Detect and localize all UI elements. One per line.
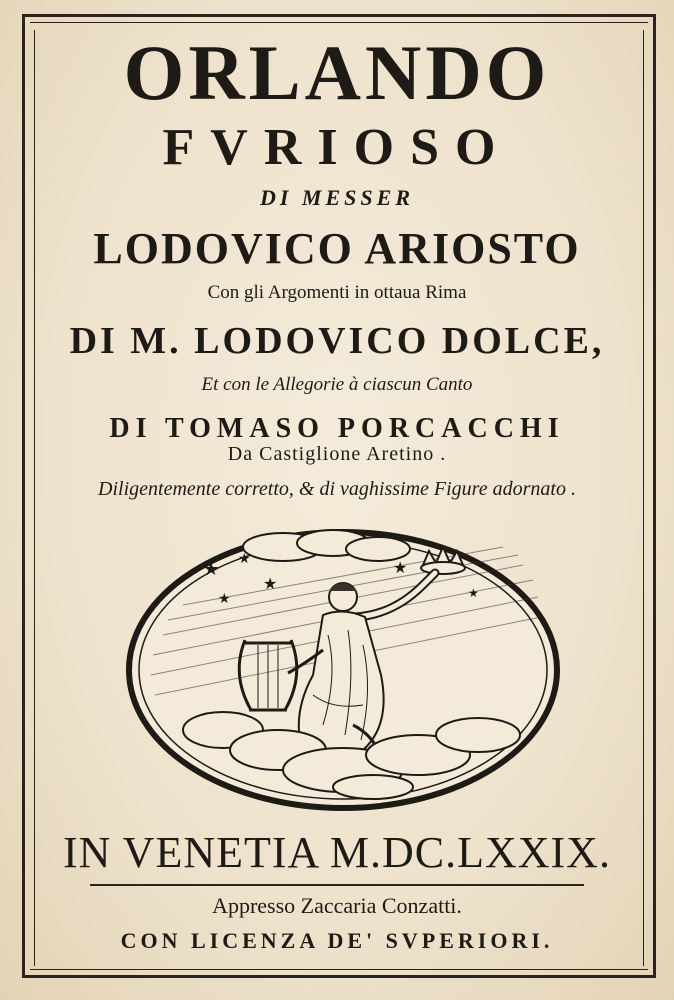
- argomenti-line: Con gli Argomenti in ottaua Rima: [207, 282, 467, 303]
- commentator-origin: Da Castiglione Aretino .: [227, 443, 447, 465]
- border-rule-right-outer: [653, 14, 656, 978]
- commentator-name: DI TOMASO PORCACCHI: [109, 413, 565, 444]
- svg-text:★: ★: [203, 559, 220, 580]
- border-rule-top-outer: [22, 14, 656, 17]
- border-rule-bottom-inner: [30, 969, 648, 970]
- svg-text:★: ★: [393, 558, 408, 577]
- author-name: LODOVICO ARIOSTO: [93, 224, 581, 273]
- woodcut-emblem-icon: [123, 525, 563, 815]
- border-rule-bottom-outer: [22, 975, 656, 978]
- border-rule-top-inner: [30, 22, 648, 23]
- svg-text:★: ★: [218, 591, 231, 607]
- imprint-rule: [90, 884, 584, 886]
- border-rule-left-inner: [34, 30, 35, 966]
- title-line-2: FVRIOSO: [162, 119, 512, 176]
- corrected-note: Diligentemente corretto, & di vaghissime Figure adornato .: [98, 478, 576, 500]
- title-line-1: ORLANDO: [123, 29, 551, 116]
- svg-text:★: ★: [468, 586, 479, 600]
- border-rule-right-inner: [643, 30, 644, 966]
- editor-name: DI M. LODOVICO DOLCE,: [69, 320, 605, 362]
- svg-text:★: ★: [263, 574, 278, 593]
- imprint-line: IN VENETIA M.DC.LXXIX.: [63, 828, 611, 877]
- publisher-line: Appresso Zaccaria Conzatti.: [212, 893, 462, 918]
- svg-text:★: ★: [238, 551, 251, 567]
- allegorie-line: Et con le Allegorie à ciascun Canto: [201, 374, 473, 395]
- license-line: CON LICENZA DE' SVPERIORI.: [120, 928, 554, 953]
- by-line: DI MESSER: [259, 185, 414, 210]
- border-rule-left-outer: [22, 14, 25, 978]
